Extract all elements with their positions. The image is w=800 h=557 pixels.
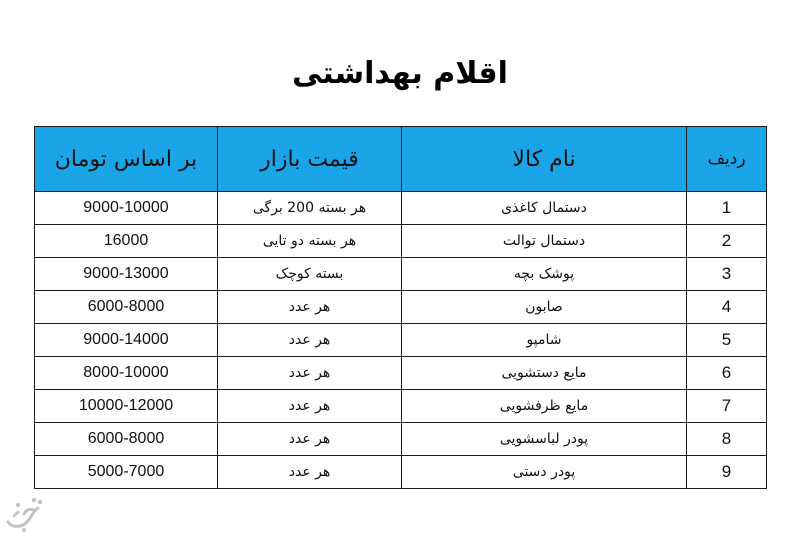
price-range: 9000-10000 (35, 192, 218, 225)
product-name: شامپو (402, 324, 687, 357)
product-name: پودر لباسشویی (402, 423, 687, 456)
price-range: 16000 (35, 225, 218, 258)
row-index: 5 (687, 324, 767, 357)
tasnim-logo-icon (4, 494, 48, 534)
market-price-unit: هر بسته دو تایی (218, 225, 402, 258)
table-row (35, 456, 767, 489)
column-header-product: نام کالا (402, 127, 687, 192)
table-row (35, 324, 767, 357)
price-range: 9000-13000 (35, 258, 218, 291)
row-index: 4 (687, 291, 767, 324)
row-index: 8 (687, 423, 767, 456)
table-row (35, 192, 767, 225)
market-price-unit: هر عدد (218, 423, 402, 456)
table-row (35, 390, 767, 423)
row-index: 9 (687, 456, 767, 489)
product-name: دستمال توالت (402, 225, 687, 258)
row-index: 3 (687, 258, 767, 291)
table-row (35, 258, 767, 291)
market-price-unit: هر عدد (218, 291, 402, 324)
column-header-toman: بر اساس تومان (35, 127, 218, 192)
product-name: پودر دستی (402, 456, 687, 489)
price-range: 9000-14000 (35, 324, 218, 357)
market-price-unit: بسته کوچک (218, 258, 402, 291)
table-row (35, 357, 767, 390)
row-index: 2 (687, 225, 767, 258)
market-price-unit: هر عدد (218, 357, 402, 390)
price-table (34, 126, 767, 489)
product-name: صابون (402, 291, 687, 324)
price-range: 8000-10000 (35, 357, 218, 390)
market-price-unit: هر عدد (218, 324, 402, 357)
market-price-unit: هر عدد (218, 390, 402, 423)
market-price-unit: هر بسته 200 برگی (218, 192, 402, 225)
price-range: 10000-12000 (35, 390, 218, 423)
product-name: پوشک بچه (402, 258, 687, 291)
column-header-row: ردیف (687, 127, 767, 192)
row-index: 1 (687, 192, 767, 225)
price-range: 6000-8000 (35, 423, 218, 456)
market-price-unit: هر عدد (218, 456, 402, 489)
row-index: 7 (687, 390, 767, 423)
table-row (35, 291, 767, 324)
product-name: مایع ظرفشویی (402, 390, 687, 423)
price-range: 6000-8000 (35, 291, 218, 324)
table-body (35, 192, 767, 489)
price-table-container (34, 126, 766, 489)
column-header-market-price: قیمت بازار (218, 127, 402, 192)
product-name: مایع دستشویی (402, 357, 687, 390)
table-row (35, 225, 767, 258)
row-index: 6 (687, 357, 767, 390)
page-title: اقلام بهداشتی (292, 56, 508, 91)
table-header-row (35, 127, 767, 192)
product-name: دستمال کاغذی (402, 192, 687, 225)
price-range: 5000-7000 (35, 456, 218, 489)
table-row (35, 423, 767, 456)
